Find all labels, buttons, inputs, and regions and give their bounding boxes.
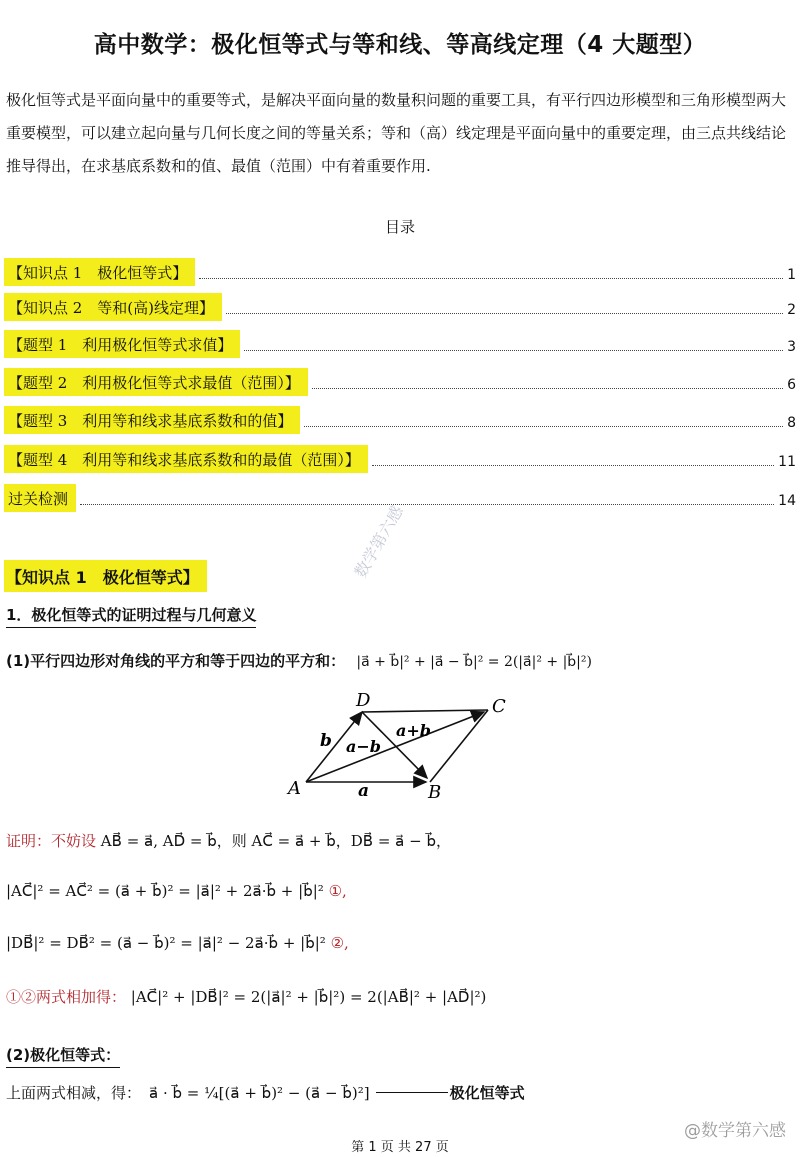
toc-item[interactable] <box>4 289 796 321</box>
toc-item-page: 11 <box>778 454 796 470</box>
toc-item-page: 8 <box>787 415 796 431</box>
toc-item-label: 【题型 4 利用等和线求基底系数和的最值（范围）】 <box>4 445 368 473</box>
parallelogram-figure <box>280 690 520 810</box>
toc-item-label: 过关检测 <box>4 484 76 512</box>
toc-leader-dots <box>226 313 783 314</box>
toc-leader-dots <box>199 278 783 279</box>
polarization-identity-line <box>6 1082 525 1103</box>
toc-leader-dots <box>244 350 783 351</box>
toc-item-label: 【知识点 2 等和(高)线定理】 <box>4 293 222 321</box>
point-c-label: C <box>492 696 506 717</box>
toc-item-page: 3 <box>787 339 796 355</box>
intro-paragraph: 极化恒等式是平面向量中的重要等式，是解决平面向量的数量积问题的重要工具，有平行四边形模型和三角形模型两大重要模型，可以建立起向量与几何长度之间的等量关系；等和（高）线定理是平面向量中的重要定理，由三点共线结论推导得出，在求基底系数和的值、最值（范围）中有着重要作用. <box>6 91 787 175</box>
toc-heading: 目录 <box>384 218 415 236</box>
parallelogram-formula: |a⃗ + b⃗|² + |a⃗ − b⃗|² = 2(|a⃗|² + |b⃗|²) <box>356 654 592 670</box>
diagonal-watermark: 数学第六感 <box>350 502 408 581</box>
equation-3-label: ①②两式相加得： <box>6 988 127 1006</box>
toc-item-page: 14 <box>778 493 796 509</box>
toc-leader-dots <box>312 388 783 389</box>
section-heading-knowledge-1: 【知识点 1 极化恒等式】 <box>4 560 207 592</box>
polarization-formula: a⃗ · b⃗ = ¼[(a⃗ + b⃗)² − (a⃗ − b⃗)²] <box>149 1083 370 1102</box>
toc-item-label: 【题型 3 利用等和线求基底系数和的值】 <box>4 406 300 434</box>
toc-item[interactable] <box>4 441 796 473</box>
toc-item-label: 【题型 1 利用极化恒等式求值】 <box>4 330 240 358</box>
toc-leader-dots <box>80 504 774 505</box>
equation-1-mark: ①, <box>328 882 347 900</box>
proof-equation-3 <box>6 986 486 1007</box>
side-dc-line <box>362 710 488 712</box>
vector-a-plus-b-label: a+b <box>396 721 431 740</box>
vector-a-minus-b-label: a−b <box>346 737 381 756</box>
proof-equation-2 <box>6 934 349 952</box>
equation-1: |AC⃗|² = AC⃗² = (a⃗ + b⃗)² = |a⃗|² + 2a⃗·b⃗ + |b⃗|² <box>6 882 324 900</box>
toc-item[interactable] <box>4 402 796 434</box>
equation-2: |DB⃗|² = DB⃗² = (a⃗ − b⃗)² = |a⃗|² − 2a⃗·b⃗ + |b⃗|² <box>6 934 326 952</box>
toc-leader-dots <box>304 426 783 427</box>
proof-assumption: AB⃗ = a⃗, AD⃗ = b⃗，则 AC⃗ = a⃗ + b⃗，DB⃗ = a⃗ − b⃗， <box>100 832 451 850</box>
toc-item-label: 【知识点 1 极化恒等式】 <box>4 258 195 286</box>
point-b-label: B <box>428 782 442 803</box>
toc-leader-dots <box>372 465 774 466</box>
vector-a-label: a <box>358 781 370 801</box>
subheading-polarization: (2)极化恒等式： <box>6 1044 120 1068</box>
toc-item[interactable] <box>4 326 796 358</box>
toc-item-page: 1 <box>787 267 796 283</box>
equation-3: |AC⃗|² + |DB⃗|² = 2(|a⃗|² + |b⃗|²) = 2(|AB⃗|² + |AD⃗|²) <box>130 988 487 1006</box>
toc-item-label: 【题型 2 利用极化恒等式求最值（范围）】 <box>4 368 308 396</box>
proof-equation-1 <box>6 882 347 900</box>
page-title: 高中数学：极化恒等式与等和线、等高线定理（4 大题型） <box>93 32 707 58</box>
toc-item-page: 2 <box>787 302 796 318</box>
parallelogram-statement <box>6 650 592 671</box>
vector-b-label: b <box>320 731 332 751</box>
equation-2-mark: ②, <box>330 934 349 952</box>
page-footer: 第 1 页 共 27 页 <box>351 1140 449 1155</box>
dash-rule <box>376 1092 448 1093</box>
point-d-label: D <box>356 690 371 711</box>
point-a-label: A <box>288 778 301 799</box>
toc-item-page: 6 <box>787 377 796 393</box>
subtract-label: 上面两式相减，得： <box>6 1084 142 1102</box>
subheading-proof-meaning: 1．极化恒等式的证明过程与几何意义 <box>6 604 256 628</box>
toc-item[interactable] <box>4 254 796 286</box>
polarization-tag: 极化恒等式 <box>449 1084 525 1102</box>
side-bc-line <box>430 710 488 782</box>
proof-intro: 证明：不妨设 <box>6 832 97 850</box>
toc-item[interactable] <box>4 364 796 396</box>
corner-watermark: @数学第六感 <box>684 1121 786 1141</box>
proof-line-assume <box>6 830 451 851</box>
parallelogram-statement-label: (1)平行四边形对角线的平方和等于四边的平方和： <box>6 652 346 670</box>
